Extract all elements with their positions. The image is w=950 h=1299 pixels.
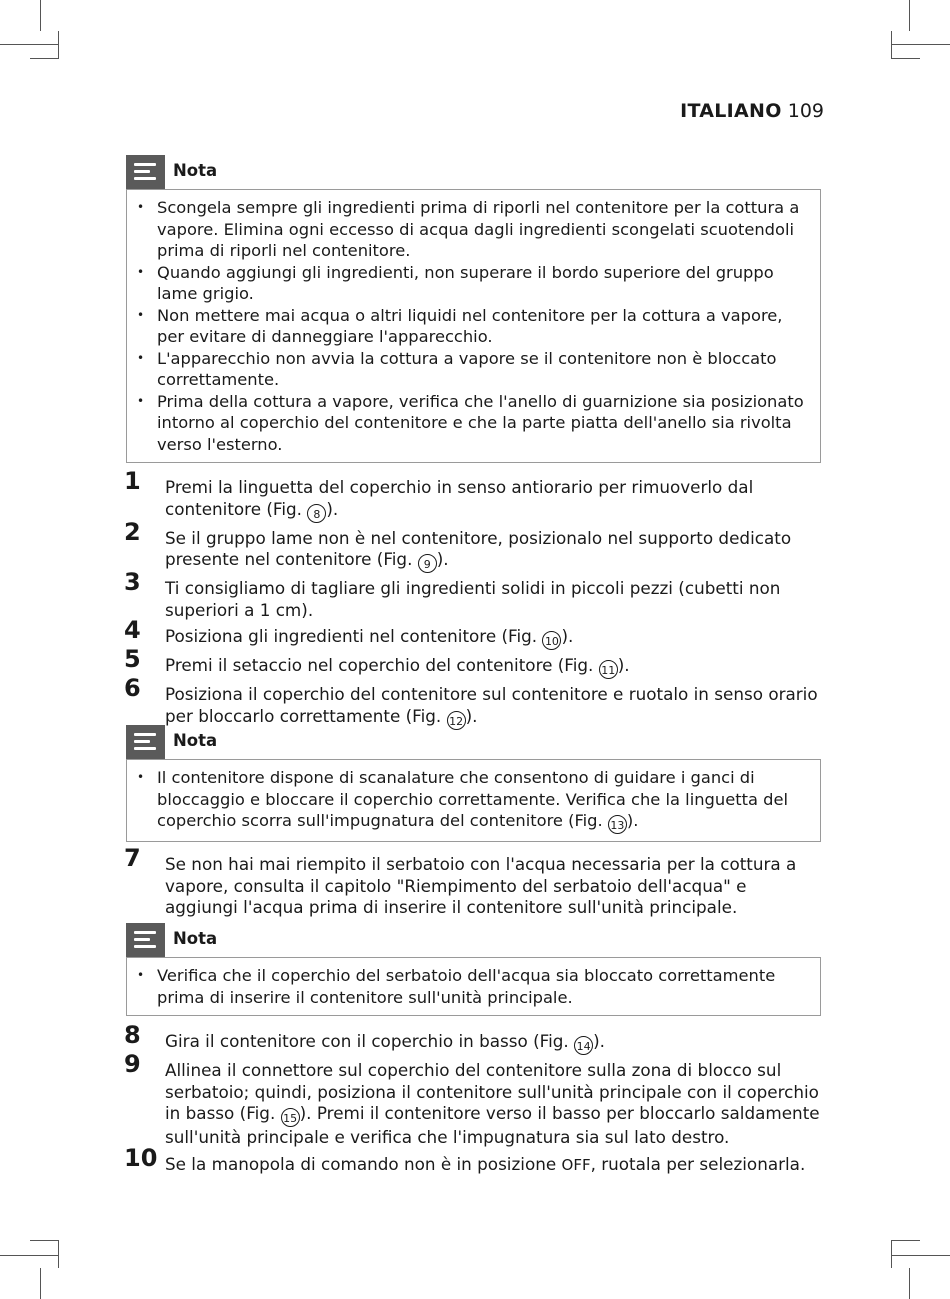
- crop-mark: [0, 1255, 58, 1256]
- figure-reference: 11: [599, 660, 618, 679]
- crop-mark: [58, 1240, 59, 1268]
- note-item: • Prima della cottura a vapore, verifica che l'anello di guarnizione sia posizionato intorno al coperchio del contenitore e che la parte piatta dell'anello sia rivolta verso l'esterno.: [127, 391, 820, 456]
- step-item: 3 Ti consigliamo di tagliare gli ingredienti solidi in piccoli pezzi (cubetti non superiori a 1 cm).: [124, 568, 781, 620]
- crop-mark: [891, 31, 892, 59]
- crop-mark: [891, 1240, 920, 1241]
- step-number: 2: [124, 517, 141, 546]
- note-label: Nota: [173, 731, 218, 750]
- off-position-label: OFF: [561, 1155, 591, 1174]
- figure-reference: 15: [281, 1108, 300, 1127]
- note-box: [126, 189, 821, 463]
- crop-mark: [892, 44, 950, 45]
- steps-list: [124, 467, 824, 730]
- step-number: 8: [124, 1021, 141, 1049]
- step-item: 2 Se il gruppo lame non è nel contenitore, posizionalo nel supporto dedicato presente nel contenitore (Fig. 9 ).: [124, 517, 792, 571]
- steps-list: [124, 844, 824, 919]
- crop-mark: [40, 0, 41, 31]
- step-number: 1: [124, 467, 141, 495]
- figure-reference: 12: [447, 711, 466, 730]
- step-item: 9 Allinea il connettore sul coperchio del contenitore sulla zona di blocco sul serbatoio; quindi, posiziona il contenitore sull'unità principale con il coperchio in basso (Fig. 15 ). Premi il contenitore verso il basso per bloccarlo saldamente sull'unità principale e verifica che l'impugnatura sia sul lato destro.: [124, 1050, 820, 1147]
- crop-mark: [891, 58, 920, 59]
- figure-reference: 10: [542, 631, 561, 650]
- crop-mark: [30, 58, 59, 59]
- note-header: [126, 725, 826, 759]
- step-item: 1 Premi la linguetta del coperchio in senso antiorario per rimuoverlo dal contenitore (Fig. 8 ).: [124, 467, 754, 521]
- note-icon: [126, 923, 165, 957]
- crop-mark: [909, 0, 910, 31]
- note-item: • L'apparecchio non avvia la cottura a vapore se il contenitore non è bloccato correttamente.: [127, 348, 820, 391]
- step-item: 4 Posiziona gli ingredienti nel contenitore (Fig. 10 ).: [124, 616, 574, 648]
- steps-list: [124, 1021, 824, 1176]
- step-number: 5: [124, 645, 141, 673]
- crop-mark: [0, 44, 58, 45]
- figure-reference: 8: [307, 504, 326, 523]
- note-icon: [126, 155, 165, 189]
- figure-reference: 9: [418, 554, 437, 573]
- step-number: 4: [124, 616, 141, 644]
- crop-mark: [909, 1268, 910, 1299]
- crop-mark: [891, 1240, 892, 1268]
- page-header: [680, 100, 824, 122]
- note-box: [126, 759, 821, 842]
- crop-mark: [40, 1268, 41, 1299]
- note-item: • Quando aggiungi gli ingredienti, non superare il bordo superiore del gruppo lame grigio.: [127, 262, 820, 305]
- page-number: 109: [787, 100, 824, 122]
- note-header: [126, 923, 826, 957]
- note-item: • Il contenitore dispone di scanalature che consentono di guidare i ganci di bloccaggio e bloccare il coperchio correttamente. Verifica che la linguetta del coperchio scorra sull'impugnatura del contenitore (Fig. 13 ).: [127, 767, 820, 834]
- note-icon: [126, 725, 165, 759]
- step-item: 8 Gira il contenitore con il coperchio in basso (Fig. 14 ).: [124, 1021, 605, 1053]
- step-item: 7 Se non hai mai riempito il serbatoio con l'acqua necessaria per la cottura a vapore, consulta il capitolo "Riempimento del serbatoio dell'acqua" e aggiungi l'acqua prima di inserire il contenitore sull'unità principale.: [124, 844, 797, 917]
- step-number: 3: [124, 568, 141, 596]
- note-box: [126, 957, 821, 1016]
- step-number: 9: [124, 1050, 141, 1078]
- figure-reference: 14: [574, 1036, 593, 1055]
- note-label: Nota: [173, 161, 218, 180]
- crop-mark: [30, 1240, 59, 1241]
- note-item: • Verifica che il coperchio del serbatoio dell'acqua sia bloccato correttamente prima di inserire il contenitore sull'unità principale.: [127, 965, 820, 1008]
- note-item: • Non mettere mai acqua o altri liquidi nel contenitore per la cottura a vapore, per evitare di danneggiare l'apparecchio.: [127, 305, 820, 348]
- figure-reference: 13: [608, 815, 627, 834]
- note-item: • Scongela sempre gli ingredienti prima di riporli nel contenitore per la cottura a vapore. Elimina ogni eccesso di acqua dagli ingredienti scongelati scuotendoli prima di riporli nel contenitore.: [127, 197, 820, 262]
- step-number: 7: [124, 844, 141, 872]
- language-label: ITALIANO: [680, 100, 782, 122]
- step-item: 10 Se la manopola di comando non è in posizione OFF, ruotala per selezionarla.: [124, 1143, 806, 1174]
- note-header: [126, 155, 826, 189]
- note-label: Nota: [173, 929, 218, 948]
- step-item: 6 Posiziona il coperchio del contenitore sul contenitore e ruotalo in senso orario per bloccarlo correttamente (Fig. 12 ).: [124, 674, 818, 728]
- step-number: 6: [124, 674, 141, 702]
- step-item: 5 Premi il setaccio nel coperchio del contenitore (Fig. 11 ).: [124, 645, 630, 677]
- crop-mark: [58, 31, 59, 59]
- step-number: 10: [124, 1143, 158, 1172]
- crop-mark: [892, 1255, 950, 1256]
